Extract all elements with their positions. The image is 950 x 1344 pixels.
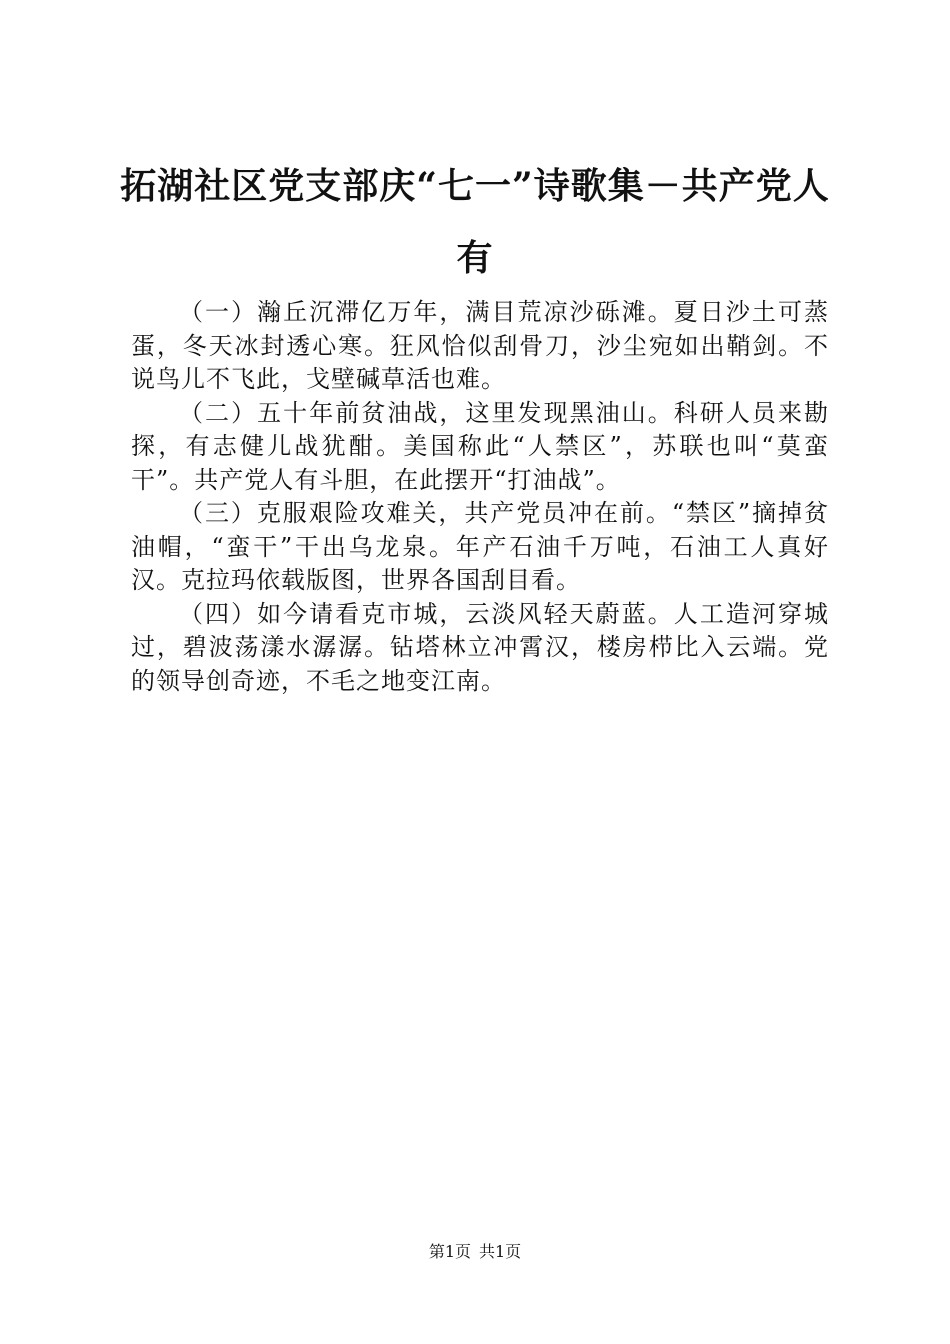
poem-stanza-3: （三）克服艰险攻难关，共产党员冲在前。“禁区”摘掉贫油帽，“蛮干”干出乌龙泉。年产石油千万吨，石油工人真好汉。克拉玛依载版图，世界各国刮目看。 [131,499,829,594]
poem-stanza-2: （二）五十年前贫油战，这里发现黑油山。科研人员来勘探，有志健儿战犹酣。美国称此“人禁区”，苏联也叫“莫蛮干”。共产党人有斗胆，在此摆开“打油战”。 [131,398,829,494]
page-footer [0,1240,950,1264]
poem-stanza-1: （一）瀚丘沉滞亿万年，满目荒凉沙砾滩。夏日沙土可蒸蛋，冬天冰封透心寒。狂风恰似刮骨刀，沙尘宛如出鞘剑。不说鸟儿不飞此，戈壁碱草活也难。 [131,298,829,393]
document-body [131,296,829,698]
page-total: 共1页 [479,1242,522,1261]
page-number: 第1页 [428,1242,471,1261]
poem-stanza-4: （四）如今请看克市城，云淡风轻天蔚蓝。人工造河穿城过，碧波荡漾水潺潺。钻塔林立冲霄汉，楼房栉比入云端。党的领导创奇迹，不毛之地变江南。 [131,599,829,695]
document-title: 拓湖社区党支部庆“七一”诗歌集－共产党人有 [120,165,830,279]
